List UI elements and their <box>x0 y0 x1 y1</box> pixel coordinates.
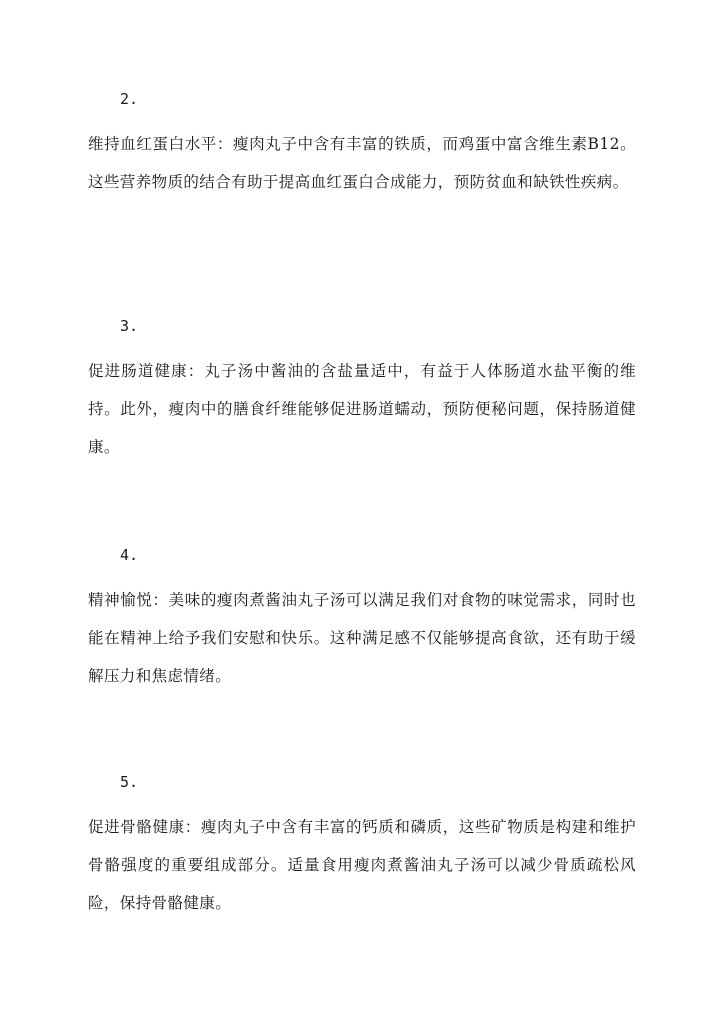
list-item-4 <box>88 545 636 695</box>
item-number: 2. <box>120 90 139 108</box>
item-paragraph: 促进骨骼健康：瘦肉丸子中含有丰富的钙质和磷质，这些矿物质是构建和维护骨骼强度的重要组成部分。适量食用瘦肉煮酱油丸子汤可以减少骨质疏松风险，保持骨骼健康。 <box>88 818 636 912</box>
item-paragraph: 精神愉悦：美味的瘦肉煮酱油丸子汤可以满足我们对食物的味觉需求，同时也能在精神上给予我们安慰和快乐。这种满足感不仅能够提高食欲，还有助于缓解压力和焦虑情绪。 <box>88 591 636 685</box>
item-paragraph: 维持血红蛋白水平：瘦肉丸子中含有丰富的铁质，而鸡蛋中富含维生素B12。这些营养物质的结合有助于提高血红蛋白合成能力，预防贫血和缺铁性疾病。 <box>88 135 636 191</box>
item-number: 3. <box>120 317 139 335</box>
list-item-5 <box>88 772 636 922</box>
list-item-3 <box>88 316 636 466</box>
item-number: 5. <box>120 773 139 791</box>
item-number: 4. <box>120 546 139 564</box>
list-item-2 <box>88 89 636 201</box>
item-paragraph: 促进肠道健康：丸子汤中酱油的含盐量适中，有益于人体肠道水盐平衡的维持。此外，瘦肉中的膳食纤维能够促进肠道蠕动，预防便秘问题，保持肠道健康。 <box>88 362 636 456</box>
